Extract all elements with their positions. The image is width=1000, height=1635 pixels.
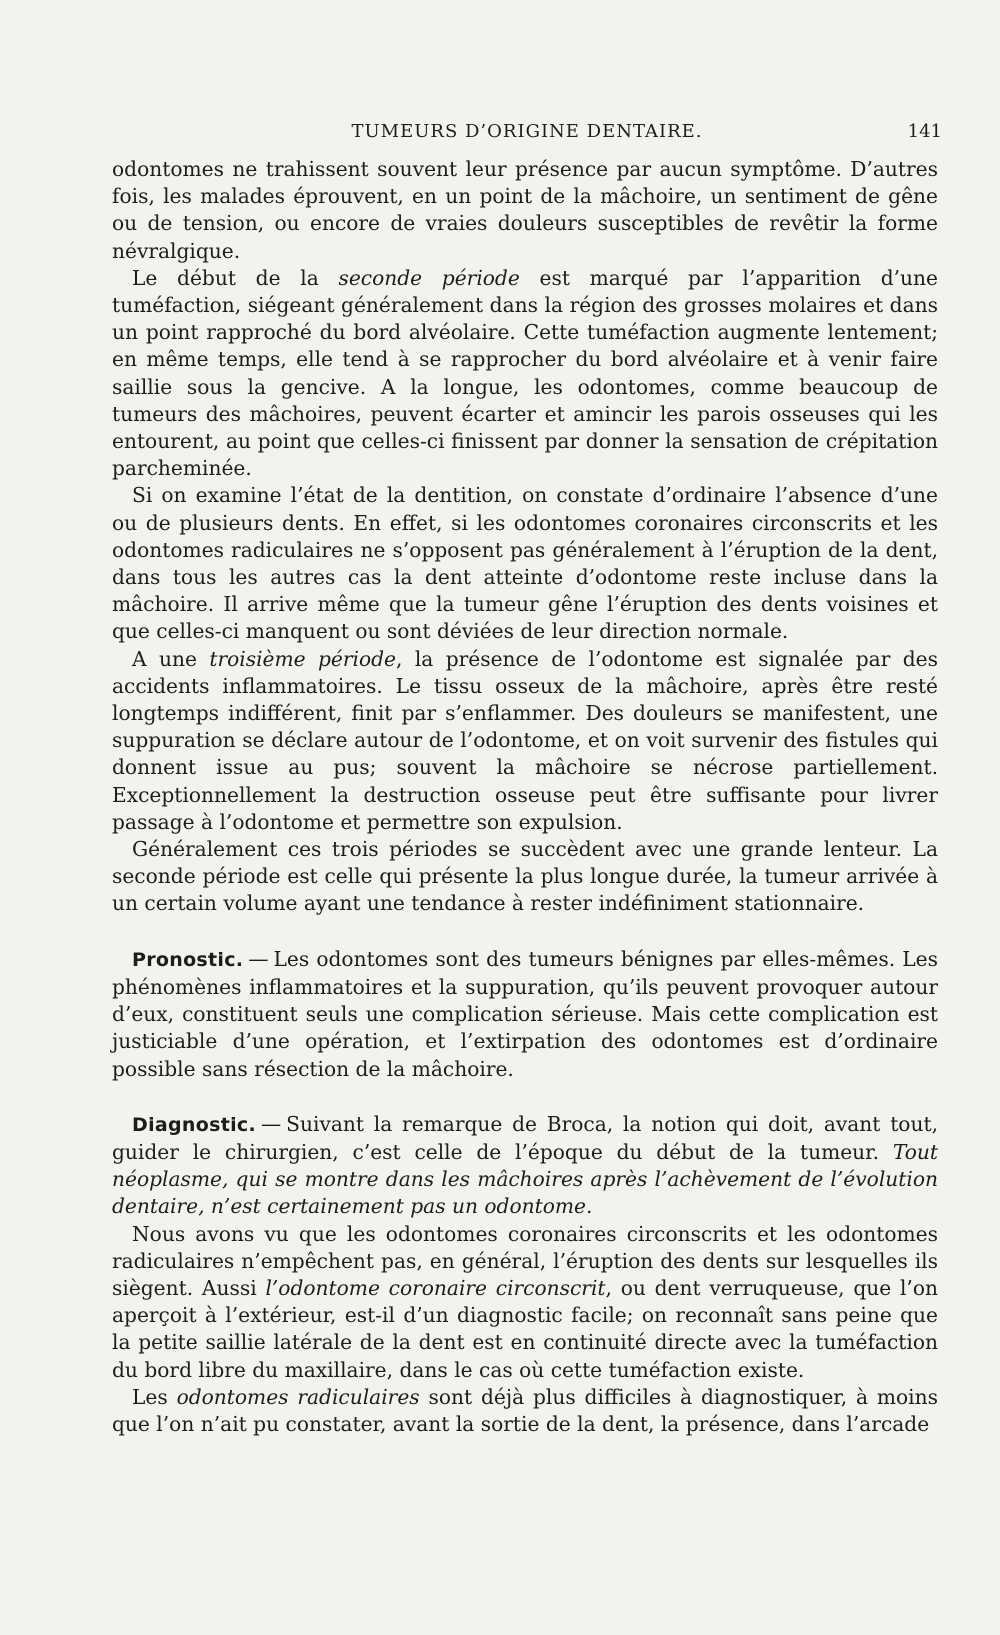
paragraph-continuation xyxy=(112,156,938,265)
paragraph-seconde-periode xyxy=(112,265,938,483)
italic-term: odontomes radiculaires xyxy=(176,1384,420,1409)
paragraph-text: Les xyxy=(132,1384,177,1409)
paragraph-troisieme-periode xyxy=(112,646,938,836)
paragraph-text: odontomes ne trahissent souvent leur présence par aucun symptôme. D’autres fois, les malades éprouvent, en un point de la mâchoire, un sentiment de gêne ou de tension, ou encore de vraies douleurs susceptibles de revêtir la forme névralgique. xyxy=(112,157,938,263)
section-spacer xyxy=(112,1083,938,1111)
em-dash: — xyxy=(260,1111,282,1136)
page-title: TUMEURS D’ORIGINE DENTAIRE. xyxy=(351,121,703,142)
section-spacer xyxy=(112,918,938,946)
paragraph-text: , la présence de l’odontome est signalée par des accidents inflammatoires. Le tissu osseux de la mâchoire, après être resté longtemps indifférent, finit par s’enflammer. Des douleurs se manifestent, une suppuration se déclare autour de l’odontome, et on voit survenir des fistules qui donnent issue au pus; souvent la mâchoire se nécrose partiellement. Exceptionnellement la destruction osseuse peut être suffisante pour livrer passage à l’odontome et permettre son expulsion. xyxy=(112,646,938,834)
paragraph-text: Suivant la remarque de Broca, la notion qui doit, avant tout, guider le chirurgien, c’est celle de l’époque du début de la tumeur. xyxy=(112,1111,938,1164)
section-heading-diagnostic: Diagnostic. xyxy=(132,1113,256,1136)
paragraph-text: Le début de la xyxy=(132,265,339,290)
section-pronostic xyxy=(112,946,938,1083)
body-text xyxy=(112,156,938,1438)
paragraph-periodes-lenteur xyxy=(112,836,938,918)
paragraph-text: Généralement ces trois périodes se succèdent avec une grande lenteur. La seconde période est celle qui présente la plus longue durée, la tumeur arrivée à un certain volume ayant une tendance à rester indéfiniment stationnaire. xyxy=(112,837,938,916)
paragraph-text: A une xyxy=(132,646,210,671)
paragraph-text: Les odontomes sont des tumeurs bénignes par elles-mêmes. Les phénomènes inflammatoires et la suppuration, qu’ils peuvent provoquer autour d’eux, constituent seuls une complication sérieuse. Mais cette complication est justiciable d’une opération, et l’extirpation des odontomes est d’ordinaire possible sans résection de la mâchoire. xyxy=(112,946,938,1081)
paragraph-odontome-coronaire xyxy=(112,1221,938,1384)
italic-term: troisième période xyxy=(209,646,396,671)
paragraph-odontomes-radiculaires xyxy=(112,1384,938,1438)
italic-term: seconde période xyxy=(338,265,520,290)
paragraph-text: est marqué par l’apparition d’une tuméfaction, siégeant généralement dans la région des grosses molaires et dans un point rapproché du bord alvéolaire. Cette tuméfaction augmente lentement; en même temps, elle tend à se rapprocher du bord alvéolaire et à venir faire saillie sous la gencive. A la longue, les odontomes, comme beaucoup de tumeurs des mâchoires, peuvent écarter et amincir les parois osseuses qui les entourent, au point que celles-ci finissent par donner la sensation de crépitation parcheminée. xyxy=(112,265,938,481)
paragraph-text: Si on examine l’état de la dentition, on constate d’ordinaire l’absence d’une ou de plusieurs dents. En effet, si les odontomes coronaires circonscrits et les odontomes radiculaires ne s’opposent pas généralement à l’éruption de la dent, dans tous les autres cas la dent atteinte d’odontome reste incluse dans la mâchoire. Il arrive même que la tumeur gêne l’éruption des dents voisines et que celles-ci manquent ou sont déviées de leur direction normale. xyxy=(112,483,938,644)
paragraph-text: Nous avons vu que les odontomes coronaires circonscrits et les odontomes radiculaires n’empêchent pas, en général, l’éruption des dents sur lesquelles ils siègent. Aussi xyxy=(112,1221,938,1300)
italic-term: l’odontome coronaire circonscrit xyxy=(265,1275,606,1300)
page-number: 141 xyxy=(907,121,942,142)
paragraph-dentition xyxy=(112,482,938,645)
em-dash: — xyxy=(248,946,269,971)
italic-sentence: Tout néoplasme, qui se montre dans les mâchoires après l’achèvement de l’évolution dentaire, n’est certainement pas un odontome. xyxy=(112,1139,938,1219)
running-header xyxy=(112,121,942,151)
section-heading-pronostic: Pronostic. xyxy=(132,948,244,971)
paragraph-text: sont déjà plus difficiles à diagnostiquer, à moins que l’on n’ait pu constater, avant la sortie de la dent, la présence, dans l’arcade xyxy=(112,1384,938,1436)
paragraph-text: , ou dent verruqueuse, que l’on aperçoit à l’extérieur, est-il d’un diagnostic facile; on reconnaît sans peine que la petite saillie latérale de la dent est en continuité directe avec la tuméfaction du bord libre du maxillaire, dans le cas où cette tuméfaction existe. xyxy=(112,1275,938,1382)
section-diagnostic xyxy=(112,1111,938,1221)
